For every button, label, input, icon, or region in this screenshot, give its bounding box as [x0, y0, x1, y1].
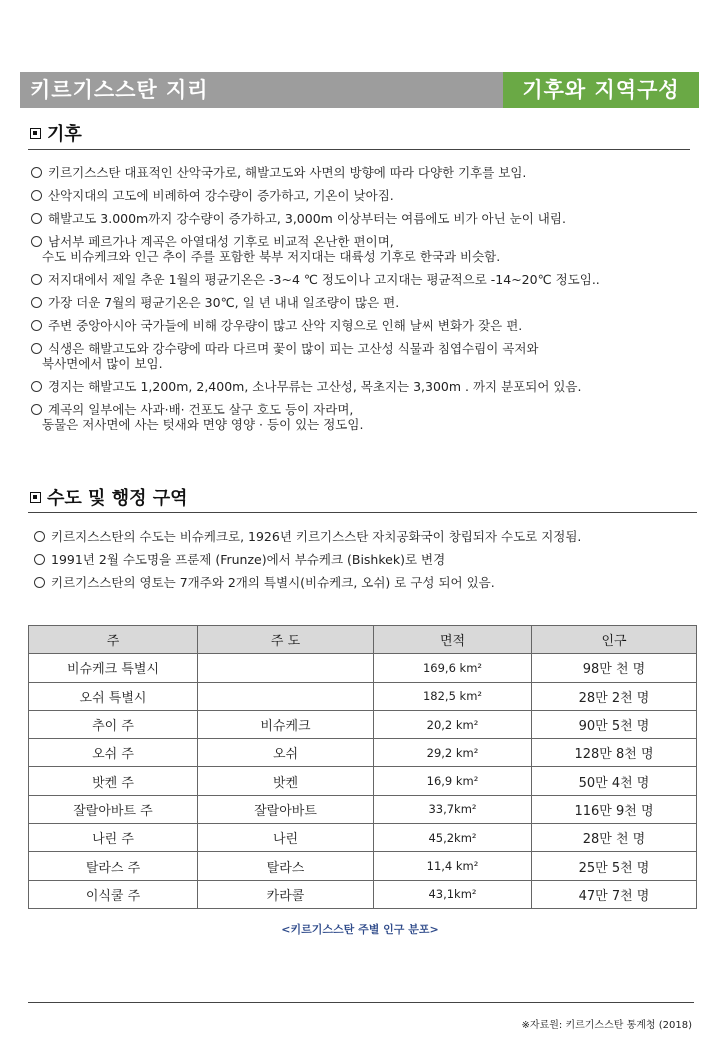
list-item-text: 주변 중앙아시아 국가들에 비해 강우량이 많고 산악 지형으로 인해 날씨 변화가 잦은 편. — [48, 318, 523, 333]
cell-area: 169,6 km² — [374, 654, 532, 682]
list-item — [31, 318, 701, 333]
table-caption: <키르기스스탄 주별 인구 분포> — [281, 923, 439, 936]
footer-divider — [28, 1002, 694, 1003]
cell-capital: 밧켄 — [198, 767, 374, 795]
circle-bullet-icon — [31, 320, 42, 331]
list-item-text: 키르기스스탄의 영토는 7개주와 2개의 특별시(비슈케크, 오쉬) 로 구성 되어 있음. — [51, 575, 495, 590]
list-item-text: 산악지대의 고도에 비례하여 강수량이 증가하고, 기온이 낮아짐. — [48, 188, 394, 203]
circle-bullet-icon — [34, 554, 45, 565]
cell-area: 43,1km² — [374, 880, 532, 908]
cell-capital — [198, 654, 374, 682]
cell-population: 25만 5천 명 — [532, 852, 697, 880]
cell-population: 128만 8천 명 — [532, 739, 697, 767]
cell-population: 98만 천 명 — [532, 654, 697, 682]
section-badge: 기후와 지역구성 — [503, 72, 699, 108]
table-row — [29, 824, 697, 852]
list-item — [31, 234, 701, 264]
cell-population: 28만 천 명 — [532, 824, 697, 852]
cell-capital: 탈라스 — [198, 852, 374, 880]
circle-bullet-icon — [31, 404, 42, 415]
cell-area: 16,9 km² — [374, 767, 532, 795]
circle-bullet-icon — [31, 213, 42, 224]
square-bullet-icon — [30, 128, 41, 139]
province-table — [28, 625, 697, 909]
list-item — [31, 402, 701, 432]
cell-capital: 잘랄아바트 — [198, 795, 374, 823]
circle-bullet-icon — [31, 297, 42, 308]
circle-bullet-icon — [31, 381, 42, 392]
cell-area: 20,2 km² — [374, 710, 532, 738]
cell-capital: 비슈케크 — [198, 710, 374, 738]
cell-province: 밧켄 주 — [29, 767, 198, 795]
cell-province: 나린 주 — [29, 824, 198, 852]
table-row — [29, 654, 697, 682]
page-header — [20, 72, 699, 108]
list-item — [31, 272, 701, 287]
list-item-text: 남서부 페르가나 계곡은 아열대성 기후로 비교적 온난한 편이며, — [48, 234, 394, 249]
header-population: 인구 — [532, 626, 697, 654]
table-row — [29, 767, 697, 795]
circle-bullet-icon — [31, 343, 42, 354]
cell-area: 29,2 km² — [374, 739, 532, 767]
climate-heading-text: 기후 — [47, 124, 82, 145]
list-item-text: 식생은 해발고도와 강수량에 따라 다르며 꽃이 많이 피는 고산성 식물과 침엽수림이 곡저와 — [48, 341, 539, 356]
table-row — [29, 795, 697, 823]
circle-bullet-icon — [34, 577, 45, 588]
list-item — [31, 165, 701, 180]
capital-heading-text: 수도 및 행정 구역 — [47, 488, 188, 509]
circle-bullet-icon — [31, 274, 42, 285]
capital-list — [34, 529, 699, 598]
header-area: 면적 — [374, 626, 532, 654]
page-title: 키르기스스탄 지리 — [20, 72, 510, 108]
cell-province: 오쉬 특별시 — [29, 682, 198, 710]
circle-bullet-icon — [34, 531, 45, 542]
cell-province: 탈라스 주 — [29, 852, 198, 880]
climate-divider — [28, 149, 690, 150]
table-row — [29, 852, 697, 880]
circle-bullet-icon — [31, 236, 42, 247]
cell-area: 33,7km² — [374, 795, 532, 823]
cell-population: 116만 9천 명 — [532, 795, 697, 823]
circle-bullet-icon — [31, 190, 42, 201]
list-item-text: 수도 비슈케크와 인근 추이 주를 포함한 북부 저지대는 대륙성 기후로 한국과 비슷함. — [42, 249, 501, 264]
list-item — [31, 295, 701, 310]
capital-divider — [28, 512, 697, 513]
cell-capital: 나린 — [198, 824, 374, 852]
circle-bullet-icon — [31, 167, 42, 178]
header-province: 주 — [29, 626, 198, 654]
list-item-text: 1991년 2월 수도명을 프룬제 (Frunze)에서 부슈케크 (Bishkek)로 변경 — [51, 552, 446, 567]
cell-capital: 카라콜 — [198, 880, 374, 908]
table-row — [29, 682, 697, 710]
list-item-text: 키르지스스탄의 수도는 비슈케크로, 1926년 키르기스스탄 자치공화국이 창립되자 수도로 지정됨. — [51, 529, 582, 544]
capital-heading — [30, 484, 188, 510]
list-item-text: 경지는 해발고도 1,200m, 2,400m, 소나무류는 고산성, 목초지는 3,300m . 까지 분포되어 있음. — [48, 379, 582, 394]
climate-list — [31, 165, 701, 440]
list-item-text: 계곡의 일부에는 사과·배· 건포도 살구 호도 등이 자라며, — [48, 402, 354, 417]
cell-province: 비슈케크 특별시 — [29, 654, 198, 682]
list-item-text: 키르기스스탄 대표적인 산악국가로, 해발고도와 사면의 방향에 따라 다양한 기후를 보임. — [48, 165, 527, 180]
cell-area: 45,2km² — [374, 824, 532, 852]
cell-province: 이식쿨 주 — [29, 880, 198, 908]
cell-capital: 오쉬 — [198, 739, 374, 767]
cell-population: 90만 5천 명 — [532, 710, 697, 738]
cell-province: 추이 주 — [29, 710, 198, 738]
cell-province: 오쉬 주 — [29, 739, 198, 767]
table-row — [29, 710, 697, 738]
cell-population: 28만 2천 명 — [532, 682, 697, 710]
list-item — [34, 575, 699, 590]
table-row — [29, 880, 697, 908]
cell-population: 50만 4천 명 — [532, 767, 697, 795]
header-capital: 주 도 — [198, 626, 374, 654]
list-item-text: 북사면에서 많이 보임. — [42, 356, 163, 371]
list-item-text: 가장 더운 7월의 평균기온은 30℃, 일 년 내내 일조량이 많은 편. — [48, 295, 400, 310]
cell-capital — [198, 682, 374, 710]
table-row — [29, 739, 697, 767]
source-note: ※자료원: 키르기스스탄 통계청 (2018) — [521, 1020, 692, 1031]
cell-province: 잘랄아바트 주 — [29, 795, 198, 823]
list-item-text: 동물은 저사면에 사는 텃새와 면양 영양 · 등이 있는 정도임. — [42, 417, 364, 432]
list-item — [31, 341, 701, 371]
table-header-row — [29, 626, 697, 654]
list-item — [31, 379, 701, 394]
cell-population: 47만 7천 명 — [532, 880, 697, 908]
climate-heading — [30, 120, 82, 146]
cell-area: 182,5 km² — [374, 682, 532, 710]
list-item — [34, 529, 699, 544]
list-item-text: 저지대에서 제일 추운 1월의 평균기온은 -3~4 ℃ 정도이나 고지대는 평균적으로 -14~20℃ 정도임.. — [48, 272, 600, 287]
list-item — [31, 211, 701, 226]
list-item-text: 해발고도 3.000m까지 강수량이 증가하고, 3,000m 이상부터는 여름에도 비가 아닌 눈이 내림. — [48, 211, 566, 226]
cell-area: 11,4 km² — [374, 852, 532, 880]
list-item — [34, 552, 699, 567]
list-item — [31, 188, 701, 203]
square-bullet-icon — [30, 492, 41, 503]
